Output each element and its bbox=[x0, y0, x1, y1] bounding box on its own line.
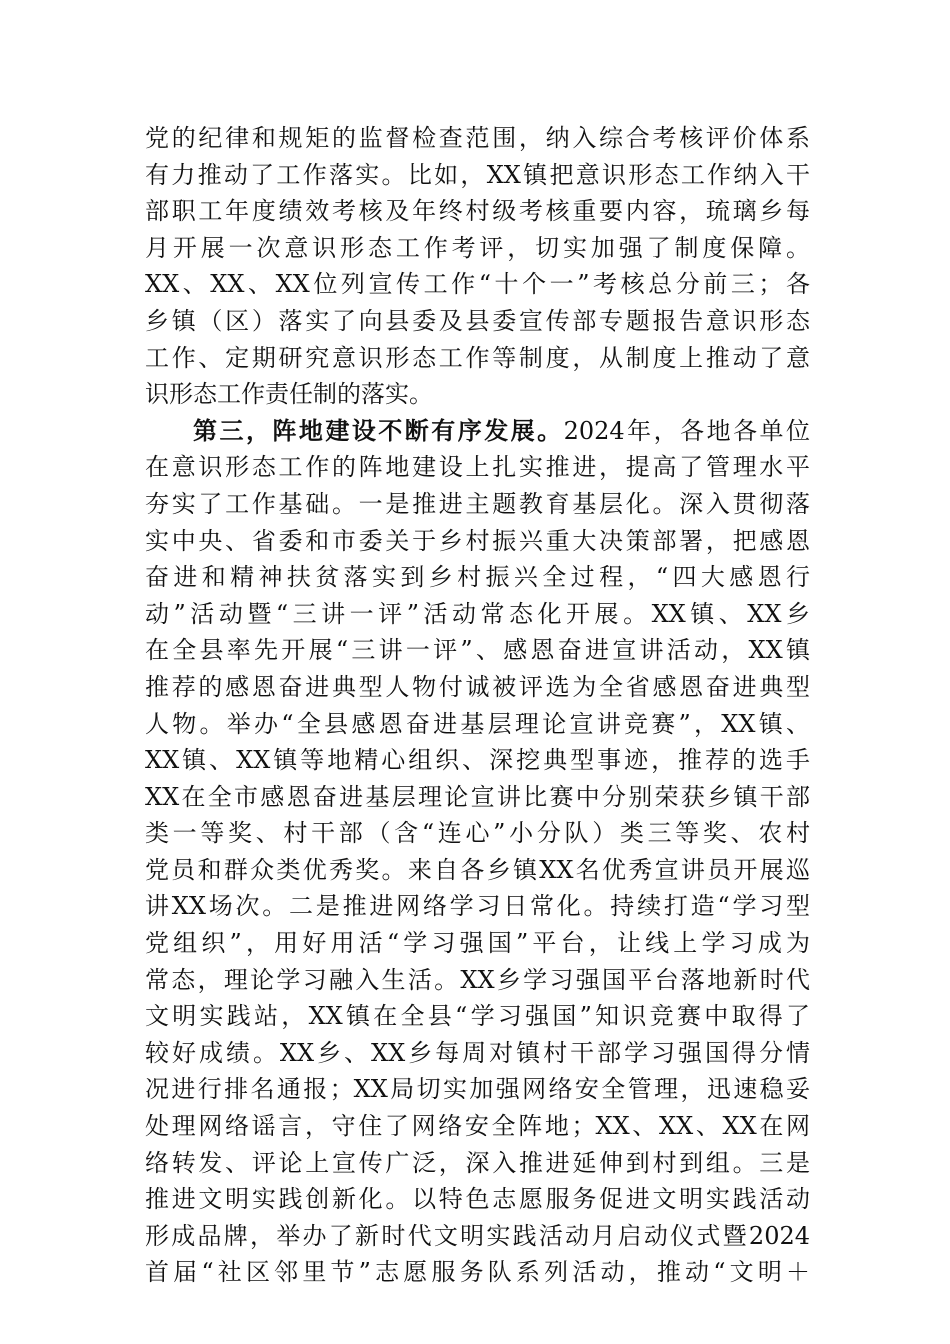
text-line: 党组织”，用好用活“学习强国”平台，让线上学习成为 bbox=[145, 929, 810, 958]
text-line: 工作、定期研究意识形态工作等制度，从制度上推动了意 bbox=[145, 343, 810, 372]
text-line: 况进行排名通报；XX局切实加强网络安全管理，迅速稳妥 bbox=[145, 1075, 810, 1104]
text-line: 月开展一次意识形态工作考评，切实加强了制度保障。 bbox=[145, 233, 810, 262]
text-line: 识形态工作责任制的落实。 bbox=[145, 380, 433, 409]
text-line: 在意识形态工作的阵地建设上扎实推进，提高了管理水平 bbox=[145, 453, 810, 482]
text-line: 有力推动了工作落实。比如，XX镇把意识形态工作纳入干 bbox=[145, 160, 810, 189]
text-line: 部职工年度绩效考核及年终村级考核重要内容，琉璃乡每 bbox=[145, 197, 810, 226]
text-line: 在全县率先开展“三讲一评”、感恩奋进宣讲活动，XX镇 bbox=[145, 636, 810, 665]
text-line: 实中央、省委和市委关于乡村振兴重大决策部署，把感恩 bbox=[145, 526, 810, 555]
text-line: 乡镇（区）落实了向县委及县委宣传部专题报告意识形态 bbox=[145, 306, 810, 335]
document-body bbox=[145, 120, 810, 1291]
text-line: XX在全市感恩奋进基层理论宣讲比赛中分别荣获乡镇干部 bbox=[145, 782, 810, 811]
text-line: 类一等奖、村干部（含“连心”小分队）类三等奖、农村 bbox=[145, 819, 810, 848]
text-line: 夯实了工作基础。一是推进主题教育基层化。深入贯彻落 bbox=[145, 489, 810, 518]
text-line: 党的纪律和规矩的监督检查范围，纳入综合考核评价体系 bbox=[145, 124, 810, 152]
text-line: 动”活动暨“三讲一评”活动常态化开展。XX镇、XX乡 bbox=[145, 599, 810, 628]
text-line: 推进文明实践创新化。以特色志愿服务促进文明实践活动 bbox=[145, 1185, 810, 1214]
text-line: 党员和群众类优秀奖。来自各乡镇XX名优秀宣讲员开展巡 bbox=[145, 855, 810, 884]
section-heading: 第三，阵地建设不断有序发展。 bbox=[193, 415, 564, 445]
text-line: XX镇、XX镇等地精心组织、深挖典型事迹，推荐的选手 bbox=[145, 746, 810, 775]
text-line: 奋进和精神扶贫落实到乡村振兴全过程，“四大感恩行 bbox=[145, 563, 810, 592]
text-line: 推荐的感恩奋进典型人物付诚被评选为全省感恩奋进典型 bbox=[145, 672, 810, 701]
text-line: 络转发、评论上宣传广泛，深入推进延伸到村到组。三是 bbox=[145, 1148, 810, 1177]
paragraph-first-line bbox=[145, 413, 810, 450]
text-line: 讲XX场次。二是推进网络学习日常化。持续打造“学习型 bbox=[145, 892, 810, 921]
text-line: 处理网络谣言，守住了网络安全阵地；XX、XX、XX在网 bbox=[145, 1112, 810, 1141]
text-line: 首届“社区邻里节”志愿服务队系列活动，推动“文明＋ bbox=[145, 1258, 810, 1287]
text-line: 形成品牌，举办了新时代文明实践活动月启动仪式暨2024 bbox=[145, 1221, 810, 1250]
text-line: 常态，理论学习融入生活。XX乡学习强国平台落地新时代 bbox=[145, 965, 810, 994]
text-line: XX、XX、XX位列宣传工作“十个一”考核总分前三；各 bbox=[145, 270, 810, 299]
text-run: 2024年，各地各单位 bbox=[563, 416, 811, 445]
text-line: 人物。举办“全县感恩奋进基层理论宣讲竞赛”，XX镇、 bbox=[145, 709, 810, 738]
text-line: 较好成绩。XX乡、XX乡每周对镇村干部学习强国得分情 bbox=[145, 1038, 810, 1067]
text-line: 文明实践站，XX镇在全县“学习强国”知识竞赛中取得了 bbox=[145, 1002, 810, 1031]
